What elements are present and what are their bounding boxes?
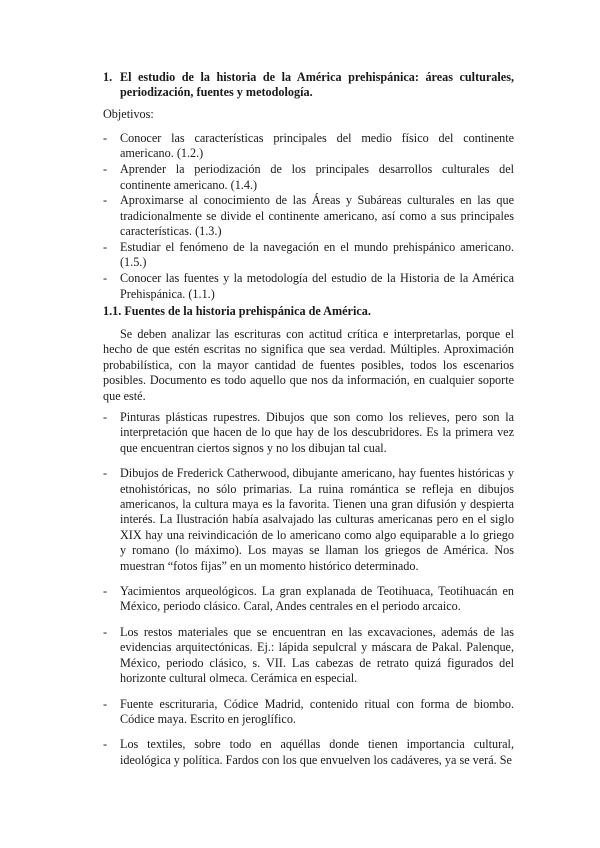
list-dash: - <box>103 696 108 711</box>
source-text: Pinturas plásticas rupestres. Dibujos que son como los relieves, pero son la interpretación que hacen de lo que hay de los descubridores. Es la primera vez que encuentran ciertos signos y no los dibujan tal cual. <box>120 410 514 455</box>
source-text: Los restos materiales que se encuentran en las excavaciones, además de las evidencias arquitectónicas. Ej.: lápida sepulcral y máscara de Pakal. Palenque, México, periodo clásico, s. VII. Las cabezas de retrato quizá figurados del horizonte cultural olmeca. Cerámica en especial. <box>120 624 514 686</box>
source-item <box>103 625 514 687</box>
objective-item <box>103 193 514 239</box>
sources-list <box>103 410 514 778</box>
objective-text: Aproximarse al conocimiento de las Áreas y Subáreas culturales en las que tradicionalmente se divide el continente americano, así como a sus principales características. (1.3.) <box>120 193 514 239</box>
list-dash: - <box>103 162 108 177</box>
list-dash: - <box>103 271 108 286</box>
source-text: Fuente escrituraria, Códice Madrid, contenido ritual con forma de biombo. Códice maya. Escrito en jeroglífico. <box>120 696 514 726</box>
objectives-label: Objetivos: <box>103 107 154 121</box>
chapter-number: 1. <box>103 70 113 84</box>
objective-item <box>103 131 514 162</box>
source-item <box>103 697 514 728</box>
list-dash: - <box>103 624 108 639</box>
source-item <box>103 584 514 615</box>
objective-item <box>103 240 514 271</box>
source-text: Dibujos de Frederick Catherwood, dibujante americano, hay fuentes históricas y etnohistóricas, no sólo primarias. La ruina romántica se refleja en dibujos americanos, la cultura maya es la favorita. Tienen una gran difusión y despierta interés. La Ilustración había asalvajado las culturas americanas pero en el siglo XIX hay una reivindicación de lo americano como algo equiparable a lo griego y romano (lo máximo). Los mayas se llaman los griegos de América. Nos muestran “fotos fijas” en un momento histórico determinado. <box>120 466 514 573</box>
objective-text: Conocer las fuentes y la metodología del estudio de la Historia de la América Prehispánica. (1.1.) <box>120 271 514 301</box>
objectives-list <box>103 131 514 302</box>
list-dash: - <box>103 584 108 599</box>
list-dash: - <box>103 466 108 481</box>
section-title: 1.1. Fuentes de la historia prehispánica de América. <box>103 304 371 318</box>
intro-paragraph: Se deben analizar las escrituras con actitud crítica e interpretarlas, porque el hecho de que estén escritas no significa que sea verdad. Múltiples. Aproximación probabilística, con la mayor cantidad de fuentes posibles, todos los escenarios posibles. Documento es todo aquello que nos da información, en cualquier soporte que esté. <box>103 327 514 403</box>
objective-item <box>103 162 514 193</box>
list-dash: - <box>103 240 108 255</box>
list-dash: - <box>103 193 108 208</box>
source-text: Yacimientos arqueológicos. La gran explanada de Teotihuaca, Teotihuacán en México, periodo clásico. Caral, Andes centrales en el periodo arcaico. <box>120 584 514 614</box>
source-item <box>103 466 514 574</box>
chapter-heading <box>103 70 514 101</box>
list-dash: - <box>103 410 108 424</box>
source-item <box>103 737 514 768</box>
source-item <box>103 410 514 456</box>
objective-item <box>103 271 514 302</box>
chapter-title: El estudio de la historia de la América prehispánica: áreas culturales, periodización, fuentes y metodología. <box>120 70 514 100</box>
objective-text: Estudiar el fenómeno de la navegación en el mundo prehispánico americano. (1.5.) <box>120 240 514 270</box>
source-text: Los textiles, sobre todo en aquéllas donde tienen importancia cultural, ideológica y política. Fardos con los que envuelven los cadáveres, ya se verá. Se <box>120 737 514 767</box>
list-dash: - <box>103 131 108 145</box>
objective-text: Conocer las características principales del medio físico del continente americano. (1.2.) <box>120 131 514 161</box>
list-dash: - <box>103 737 108 752</box>
objective-text: Aprender la periodización de los principales desarrollos culturales del continente americano. (1.4.) <box>120 162 514 192</box>
